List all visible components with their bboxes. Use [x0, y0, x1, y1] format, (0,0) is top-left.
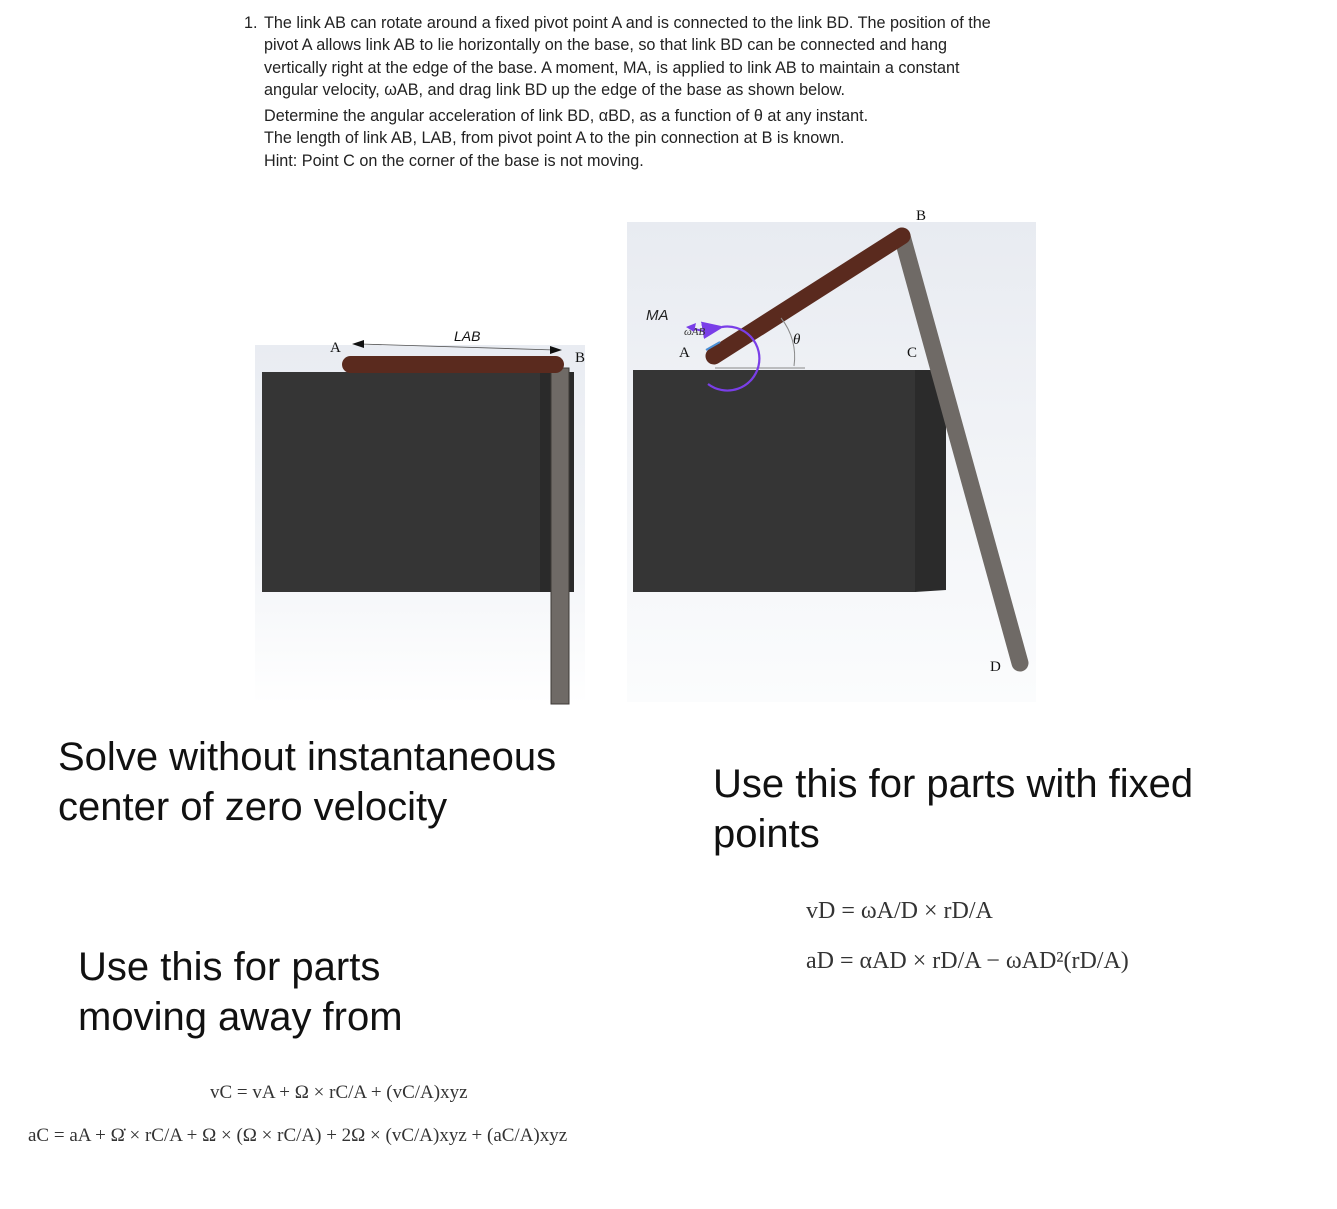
right-base-block	[633, 370, 915, 592]
right-label-omega: ωAB	[684, 326, 706, 338]
left-link-ab	[342, 356, 564, 373]
right-label-d: D	[990, 659, 1001, 675]
mechanism-figure	[0, 200, 1100, 710]
right-label-ma: MA	[646, 307, 669, 324]
left-base-block	[262, 372, 574, 592]
equation-ac: aC = aA + Ω̇ × rC/A + Ω × (Ω × rC/A) + 2Ω × (vC/A)xyz + (aC/A)xyz	[28, 1125, 568, 1146]
left-panel	[255, 328, 585, 705]
problem-hint: Hint: Point C on the corner of the base is not moving.	[264, 151, 644, 170]
left-label-lab: LAB	[454, 328, 481, 344]
note-no-ic: Solve without instantaneous center of zero velocity	[58, 735, 557, 829]
equation-ad: aD = αAD × rD/A − ωAD²(rD/A)	[806, 948, 1129, 974]
left-label-a: A	[330, 340, 341, 356]
problem-number: 1.	[244, 14, 258, 32]
problem-statement	[244, 12, 1004, 172]
problem-paragraph: The link AB can rotate around a fixed pivot point A and is connected to the link BD. The position of the pivot A allows link AB to lie horizontally on the base, so that link BD can be connected and hang vertically right at the edge of the base. A moment, MA, is applied to link AB to maintain a constant angular velocity, ωAB, and drag link BD up the edge of the base as shown below.	[264, 14, 991, 99]
problem-length: The length of link AB, LAB, from pivot point A to the pin connection at B is known.	[264, 129, 845, 148]
problem-determine: Determine the angular acceleration of link BD, αBD, as a function of θ at any instant.	[264, 107, 869, 126]
note-fixed-points: Use this for parts with fixed points	[713, 762, 1194, 856]
equation-vd: vD = ωA/D × rD/A	[806, 898, 993, 924]
right-label-b: B	[916, 208, 927, 224]
left-link-bd	[551, 368, 569, 704]
left-label-b: B	[575, 350, 586, 366]
right-panel	[627, 208, 1036, 702]
note-moving-away: Use this for parts moving away from	[78, 945, 403, 1039]
right-label-c: C	[907, 345, 918, 361]
right-label-a: A	[679, 345, 690, 361]
equation-vc: vC = vA + Ω × rC/A + (vC/A)xyz	[210, 1082, 468, 1103]
right-label-theta: θ	[793, 332, 801, 348]
